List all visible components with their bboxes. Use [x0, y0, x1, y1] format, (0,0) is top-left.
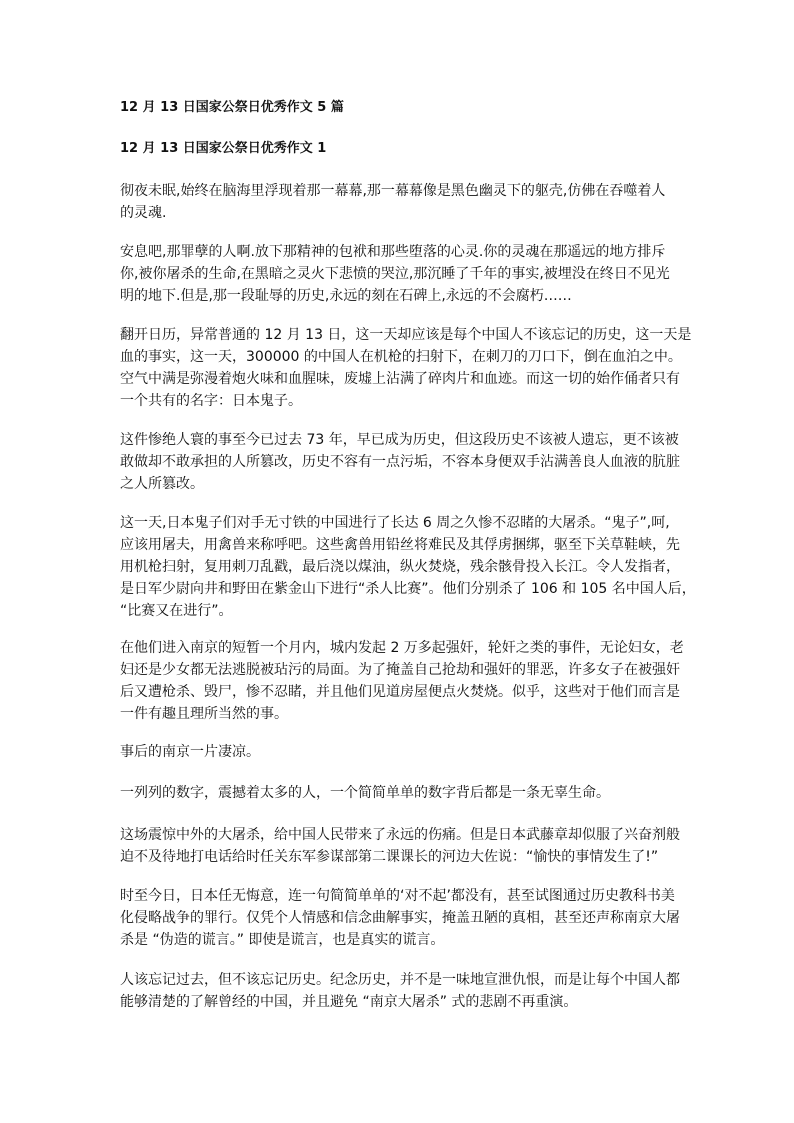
- paragraph-line: 化侵略战争的罪行。仅凭个人情感和信念曲解事实，掩盖丑陋的真相，甚至还声称南京大屠: [120, 910, 680, 926]
- paragraph-line: 安息吧,那罪孽的人啊.放下那精神的包袱和那些堕落的心灵.你的灵魂在那遥远的地方排斥: [120, 244, 666, 260]
- paragraph-line: 应该用屠夫，用禽兽来称呼吧。这些禽兽用铅丝将难民及其俘虏捆绑，驱至下关草鞋峡，先: [120, 537, 680, 553]
- paragraph-5: [120, 512, 696, 622]
- paragraph-line: “比赛又在进行”。: [120, 603, 233, 619]
- paragraph-9: [120, 824, 678, 868]
- paragraph-6: [120, 637, 684, 725]
- paragraph-line: 人该忘记过去，但不该忘记历史。纪念历史，并不是一味地宣泄仇恨，而是让每个中国人都: [120, 972, 680, 988]
- paragraph-line: 一个共有的名字：日本鬼子。: [120, 393, 302, 409]
- paragraph-line: 在他们进入南京的短暂一个月内，城内发起 2 万多起强奸，轮奸之类的事件，无论妇女，老: [120, 640, 684, 656]
- paragraph-line: 时至今日，日本任无悔意，连一句简简单单的‘对不起’都没有，甚至试图通过历史教科书美: [120, 888, 675, 904]
- paragraph-line: 后又遭枪杀、毁尸，惨不忍睹，并且他们见道房屋便点火焚烧。似乎，这些对于他们而言是: [120, 684, 680, 700]
- paragraph-3: [120, 324, 692, 412]
- paragraph-line: 敢做却不敢承担的人所篡改，历史不容有一点污垢，不容本身便双手沾满善良人血液的肮脏: [120, 454, 680, 470]
- paragraph-line: 用机枪扫射，复用刺刀乱戳，最后浇以煤油，纵火焚烧，残余骸骨投入长江。令人发指者，: [120, 559, 680, 575]
- paragraph-line: 明的地下.但是,那一段耻辱的历史,永远的刻在石碑上,永远的不会腐朽……: [120, 288, 572, 304]
- paragraph-line: 空气中满是弥漫着炮火味和血腥味，废墟上沾满了碎肉片和血迹。而这一切的始作俑者只有: [120, 371, 680, 387]
- paragraph-line: 杀是 “伪造的谎言。” 即使是谎言，也是真实的谎言。: [120, 932, 445, 948]
- paragraph-2: [120, 241, 678, 307]
- paragraph-line: 一件有趣且理所当然的事。: [120, 706, 288, 722]
- paragraph-line: 之人所篡改。: [120, 476, 204, 492]
- paragraph-line: 的灵魂.: [120, 205, 167, 221]
- paragraph-line: 能够清楚的了解曾经的中国，并且避免 “南京大屠杀” 式的悲剧不再重演。: [120, 994, 578, 1010]
- paragraph-1: [120, 180, 678, 224]
- document-title: 12 月 13 日国家公祭日优秀作文 5 篇: [120, 100, 344, 115]
- paragraph-line: 翻开日历，异常普通的 12 月 13 日，这一天却应该是每个中国人不该忘记的历史，这一天是: [120, 327, 692, 343]
- paragraph-line: 你,被你屠杀的生命,在黑暗之灵火下悲愤的哭泣,那沉睡了千年的事实,被埋没在终日不见光: [120, 266, 670, 282]
- paragraph-8: [120, 782, 678, 804]
- paragraph-7: [120, 741, 678, 763]
- paragraph-line: 血的事实，这一天，300000 的中国人在机枪的扫射下，在刺刀的刀口下，倒在血泊之中。: [120, 349, 682, 365]
- paragraph-line: 这一天,日本鬼子们对手无寸铁的中国进行了长达 6 周之久惨不忍睹的大屠杀。“鬼子”,呵,: [120, 515, 670, 531]
- paragraph-line: 彻夜未眠,始终在脑海里浮现着那一幕幕,那一幕幕像是黑色幽灵下的躯壳,仿佛在吞噬着人: [120, 183, 666, 199]
- paragraph-line: 事后的南京一片凄凉。: [120, 744, 260, 760]
- paragraph-line: 一列列的数字，震撼着太多的人，一个简简单单的数字背后都是一条无辜生命。: [120, 785, 610, 801]
- paragraph-4: [120, 429, 678, 495]
- paragraph-line: 这件惨绝人寰的事至今已过去 73 年，早已成为历史，但这段历史不该被人遗忘，更不该被: [120, 432, 679, 448]
- paragraph-11: [120, 969, 678, 1013]
- paragraph-line: 是日军少尉向井和野田在紫金山下进行“杀人比赛”。他们分别杀了 106 和 105 名中国人后，: [120, 581, 696, 597]
- paragraph-line: 这场震惊中外的大屠杀，给中国人民带来了永远的伤痛。但是日本武藤章却似服了兴奋剂般: [120, 827, 680, 843]
- paragraph-line: 迫不及待地打电话给时任关东军参谋部第二课课长的河边大佐说：“愉快的事情发生了!”: [120, 849, 659, 865]
- paragraph-10: [120, 885, 678, 951]
- essay-subtitle: 12 月 13 日国家公祭日优秀作文 1: [120, 141, 327, 156]
- paragraph-line: 妇还是少女都无法逃脱被玷污的局面。为了掩盖自己抢劫和强奸的罪恶，许多女子在被强奸: [120, 662, 680, 678]
